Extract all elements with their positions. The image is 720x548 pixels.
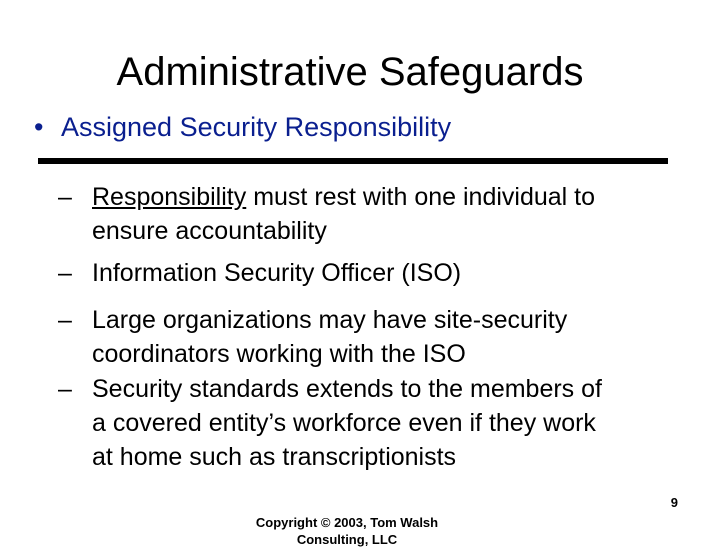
copyright-notice	[0, 514, 720, 548]
main-bullet-text: Assigned Security Responsibility	[61, 112, 452, 142]
sub-bullet-2	[58, 256, 461, 290]
copyright-line-1: Copyright © 2003, Tom Walsh	[255, 515, 439, 530]
bullet-dot-icon: •	[34, 112, 44, 142]
sub-bullet-1-line2: ensure accountability	[92, 217, 327, 245]
dash-icon: –	[58, 259, 72, 287]
dash-icon: –	[58, 183, 72, 211]
sub-bullet-4	[58, 372, 602, 474]
sub-bullet-3-text: Large organizations may have site-security	[92, 306, 568, 334]
sub-bullet-4-line3: at home such as transcriptionists	[92, 443, 457, 471]
sub-bullet-4-text: Security standards extends to the members of	[92, 375, 602, 403]
page-number: 9	[670, 495, 678, 510]
sub-bullet-1-underlined: Responsibility	[92, 183, 247, 211]
sub-bullet-2-text: Information Security Officer (ISO)	[92, 259, 462, 287]
dash-icon: –	[58, 375, 72, 403]
copyright-line-2: Consulting, LLC	[296, 532, 398, 547]
main-bullet	[34, 110, 451, 144]
sub-bullet-3-line2: coordinators working with the ISO	[92, 340, 466, 368]
sub-bullet-1	[58, 180, 595, 248]
dash-icon: –	[58, 306, 72, 334]
sub-bullet-4-line2: a covered entity’s workforce even if they work	[92, 409, 596, 437]
slide-title: Administrative Safeguards	[116, 50, 584, 94]
sub-bullet-3	[58, 303, 567, 371]
divider-rule	[38, 158, 668, 164]
sub-bullet-1-text: must rest with one individual to	[246, 183, 596, 211]
